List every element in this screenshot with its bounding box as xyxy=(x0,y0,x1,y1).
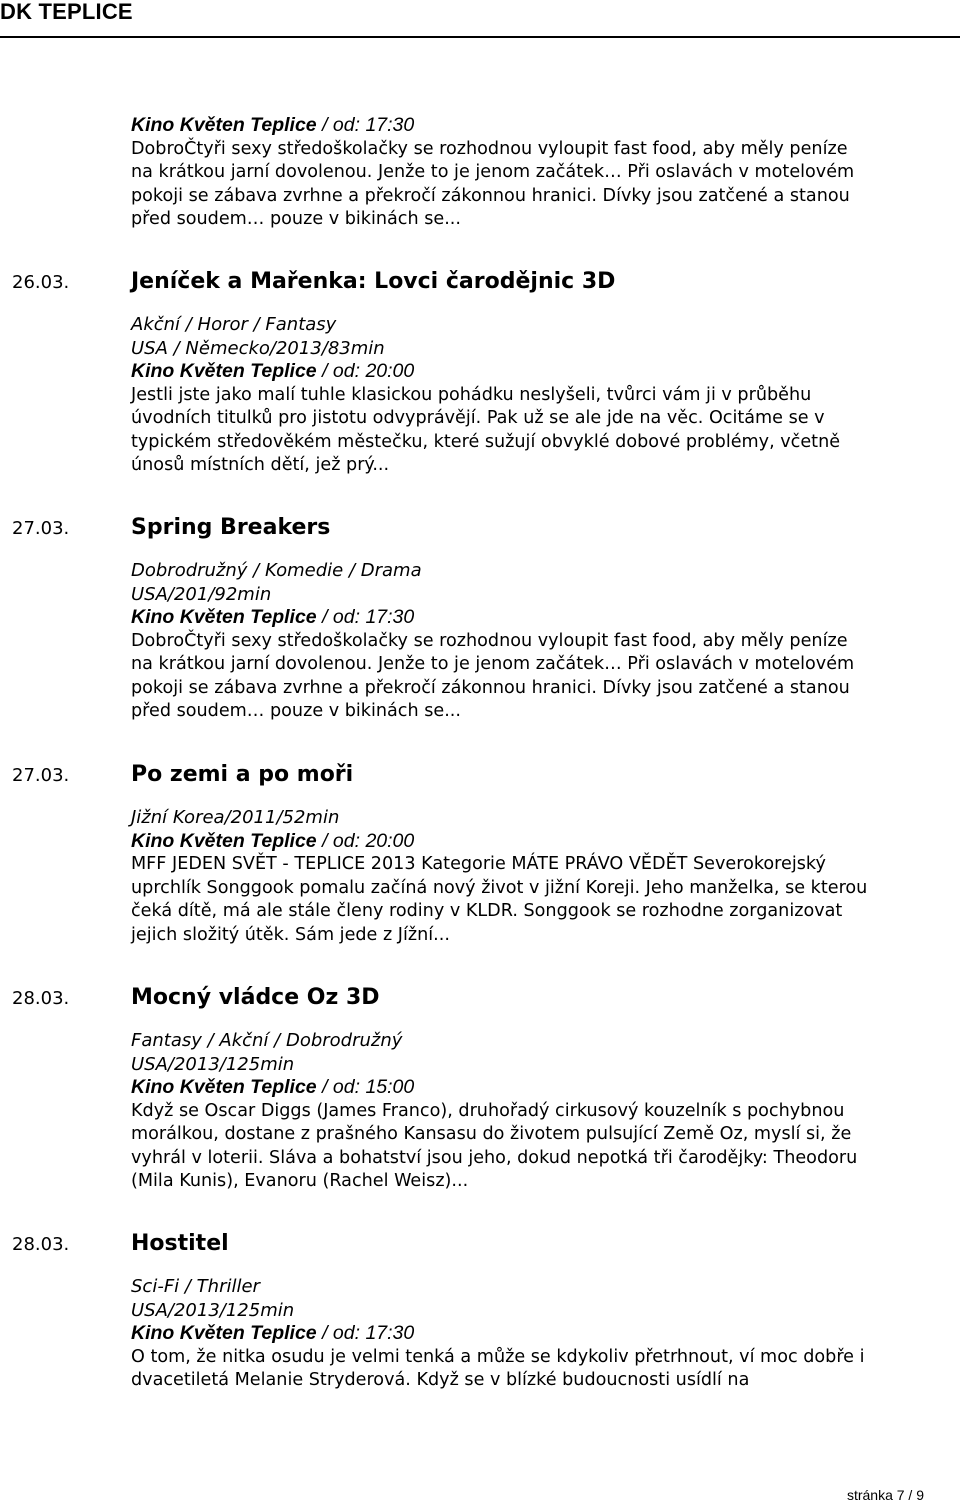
venue-name[interactable]: Kino Květen Teplice xyxy=(131,1322,317,1344)
event-description: DobroČtyři sexy středoškolačky se rozhodnou vyloupit fast food, aby měly peníze na krátkou jarní dovolenou. Jenže to je jenom začátek… Při oslavách v motelovém pokoji se zábava zvrhne a překročí zákonnou hranici. Dívky jsou zatčené a stanou před soudem… pouze v bikinách se... xyxy=(131,138,855,229)
venue-name[interactable]: Kino Květen Teplice xyxy=(131,114,317,136)
showtime-line xyxy=(131,1076,871,1100)
event-title[interactable]: Jeníček a Mařenka: Lovci čarodějnic 3D xyxy=(131,269,616,294)
event-origin: USA / Německo/2013/83min xyxy=(131,337,385,359)
venue-name[interactable]: Kino Květen Teplice xyxy=(131,606,317,628)
event-genre: Sci-Fi / Thriller xyxy=(131,1276,260,1297)
showtime: 17:30 xyxy=(365,114,415,136)
event-genre: Dobrodružný / Komedie / Drama xyxy=(131,560,422,581)
event-origin: USA/2013/125min xyxy=(131,1299,295,1321)
showtime-line xyxy=(131,830,871,854)
time-prefix: / od: xyxy=(316,114,366,136)
event-genre: Fantasy / Akční / Dobrodružný xyxy=(131,1030,403,1051)
event-description: Když se Oscar Diggs (James Franco), druhořadý cirkusový kouzelník s pochybnou morálkou, dostane z prašného Kansasu do životem pulsující Země Oz, myslí si, že vyhrál v loterii. Sláva a bohatství jsou jeho, dokud nepotká tři čarodějky: Theodoru (Mila Kunis), Evanoru (Rachel Weisz)... xyxy=(131,1100,858,1191)
event-title[interactable]: Hostitel xyxy=(131,1231,229,1256)
time-prefix: / od: xyxy=(316,1322,366,1344)
time-prefix: / od: xyxy=(316,1076,366,1098)
event-body xyxy=(131,1275,871,1393)
showtime: 15:00 xyxy=(365,1076,415,1098)
event-title[interactable]: Spring Breakers xyxy=(131,515,331,540)
event-body xyxy=(131,114,871,232)
event-body xyxy=(131,806,871,947)
event-date: 28.03. xyxy=(12,988,70,1009)
event-title[interactable]: Mocný vládce Oz 3D xyxy=(131,985,380,1010)
time-prefix: / od: xyxy=(316,829,366,852)
event-genre: Akční / Horor / Fantasy xyxy=(131,314,337,335)
showtime-line xyxy=(131,606,871,630)
showtime-line xyxy=(131,1322,871,1346)
event-description: O tom, že nitka osudu je velmi tenká a může se kdykoliv přetrhnout, ví moc dobře i dvacetiletá Melanie Stryderová. Když se v blízké budoucnosti usídlí na xyxy=(131,1346,865,1390)
venue-name[interactable]: Kino Květen Teplice xyxy=(131,829,317,852)
header-divider xyxy=(0,36,960,38)
showtime: 20:00 xyxy=(365,829,415,852)
event-date: 27.03. xyxy=(12,765,70,786)
showtime-line xyxy=(131,114,871,138)
page-number: stránka 7 / 9 xyxy=(846,1487,924,1503)
event-date: 26.03. xyxy=(12,272,70,293)
event-origin: USA/2013/125min xyxy=(131,1053,295,1075)
event-body xyxy=(131,559,871,724)
event-origin: Jižní Korea/2011/52min xyxy=(131,807,340,828)
venue-name[interactable]: Kino Květen Teplice xyxy=(131,360,317,382)
time-prefix: / od: xyxy=(316,360,366,382)
showtime: 17:30 xyxy=(365,606,415,628)
page-header xyxy=(0,0,960,40)
event-description: DobroČtyři sexy středoškolačky se rozhodnou vyloupit fast food, aby měly peníze na krátkou jarní dovolenou. Jenže to je jenom začátek… Při oslavách v motelovém pokoji se zábava zvrhne a překročí zákonnou hranici. Dívky jsou zatčené a stanou před soudem… pouze v bikinách se... xyxy=(131,630,855,721)
event-date: 28.03. xyxy=(12,1234,70,1255)
showtime: 17:30 xyxy=(365,1322,415,1344)
event-origin: USA/201/92min xyxy=(131,583,272,605)
time-prefix: / od: xyxy=(316,606,366,628)
event-title[interactable]: Po zemi a po moři xyxy=(131,762,354,787)
event-body xyxy=(131,1029,871,1194)
event-date: 27.03. xyxy=(12,518,70,539)
header-title: DK TEPLICE xyxy=(0,0,133,24)
venue-name[interactable]: Kino Květen Teplice xyxy=(131,1076,317,1098)
showtime: 20:00 xyxy=(365,360,415,382)
event-body xyxy=(131,313,871,478)
event-description: MFF JEDEN SVĚT - TEPLICE 2013 Kategorie MÁTE PRÁVO VĚDĚT Severokorejský uprchlík Songgook pomalu začíná nový život v jižní Koreji. Jeho manželka, se kterou čeká dítě, má ale stále členy rodiny v KLDR. Songgook se rozhodne zorganizovat jejich složitý útěk. Sám jede z Jížní... xyxy=(131,854,868,945)
event-description: Jestli jste jako malí tuhle klasickou pohádku neslyšeli, tvůrci vám ji v průběhu úvodních titulků pro jistotu odvyprávějí. Pak už se ale jde na věc. Ocitáme se v typickém středověkém městečku, které sužují obvyklé dobové problémy, včetně únosů místních dětí, jež prý... xyxy=(131,384,841,475)
showtime-line xyxy=(131,360,871,384)
